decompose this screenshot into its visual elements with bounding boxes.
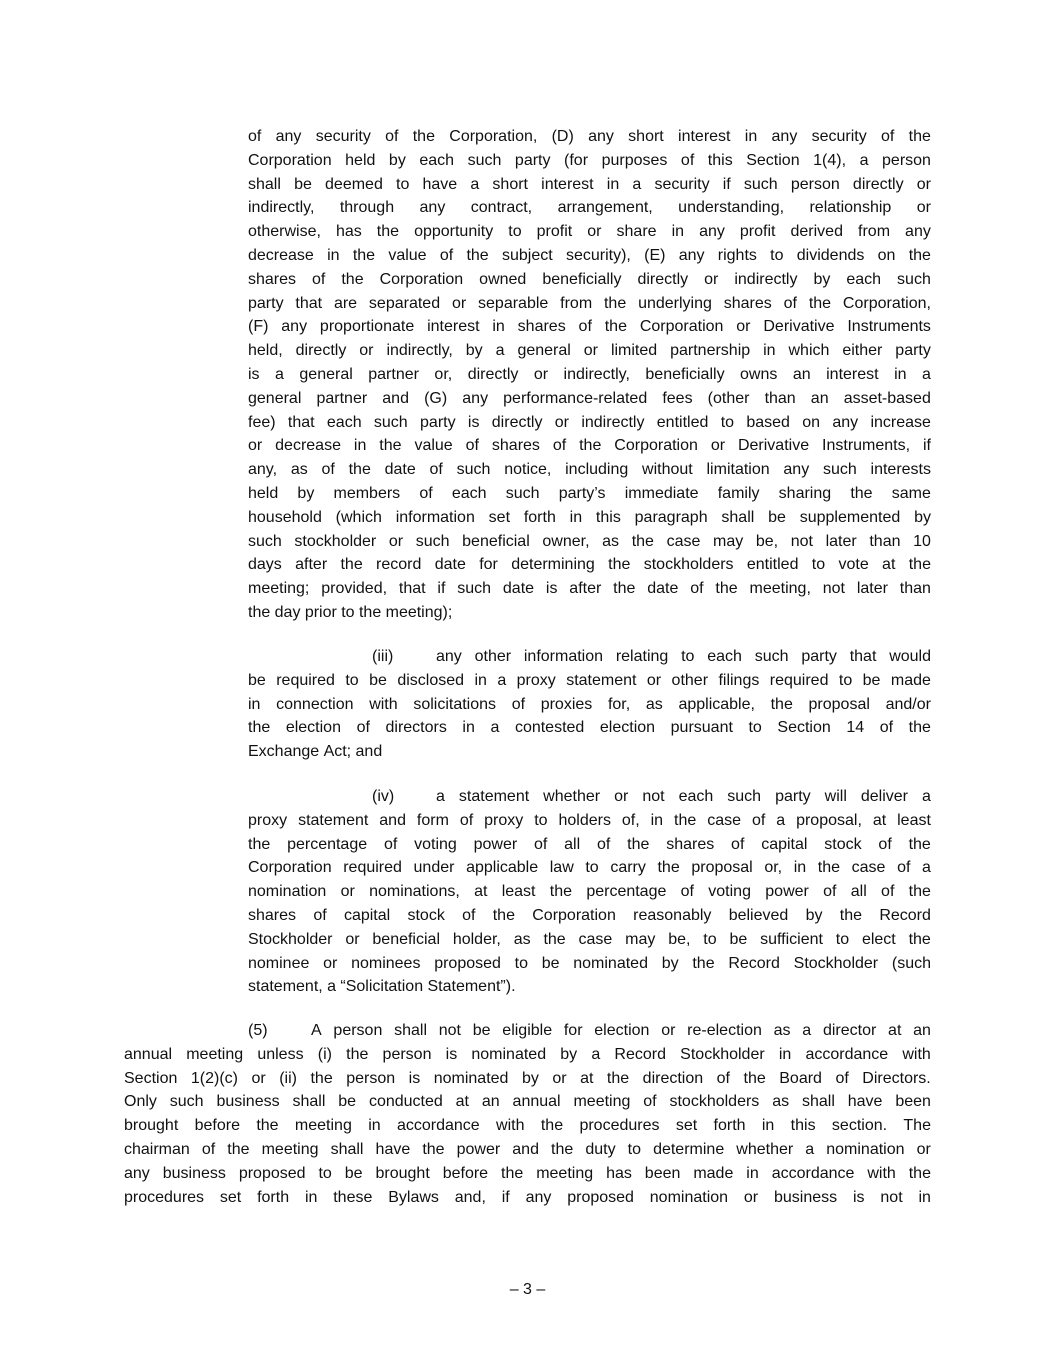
paragraph-label: (5) xyxy=(248,1022,268,1039)
paragraph-label: (iii) xyxy=(372,648,394,665)
page-number: – 3 – xyxy=(509,1281,546,1298)
text-line: the day prior to the meeting); xyxy=(248,603,453,621)
text-line: held by members of each such party’s immediate family sharing the same xyxy=(248,484,931,502)
text-line: Stockholder or beneficial holder, as the case may be, to be sufficient to elect the xyxy=(248,930,931,948)
text-line: brought before the meeting in accordance with the procedures set forth in this section. The xyxy=(124,1117,931,1135)
text-line: general partner and (G) any performance-related fees (other than an asset-based xyxy=(248,389,931,407)
text-line: statement, a “Solicitation Statement”). xyxy=(248,978,516,996)
text-line: indirectly, through any contract, arrangement, understanding, relationship or xyxy=(248,199,931,217)
text-line: meeting; provided, that if such date is after the date of the meeting, not later than xyxy=(248,580,931,598)
text-line: (F) any proportionate interest in shares of the Corporation or Derivative Instruments xyxy=(248,318,931,336)
text-line: otherwise, has the opportunity to profit or share in any profit derived from any xyxy=(248,223,931,241)
text-line: annual meeting unless (i) the person is nominated by a Record Stockholder in accordance with xyxy=(124,1045,931,1063)
text-line: Corporation held by each such party (for purposes of this Section 1(4), a person xyxy=(248,151,931,169)
text-line: Section 1(2)(c) or (ii) the person is nominated by or at the direction of the Board of Directors. xyxy=(124,1069,931,1087)
text-line: in connection with solicitations of proxies for, as applicable, the proposal and/or xyxy=(248,695,931,713)
paragraph-iii-other-information xyxy=(248,645,931,764)
text-line: shares of capital stock of the Corporation reasonably believed by the Record xyxy=(248,906,931,924)
text-line: Only such business shall be conducted at an annual meeting of stockholders as shall have been xyxy=(124,1093,931,1111)
text-line: is a general partner or, directly or indirectly, beneficially owns an interest in a xyxy=(248,365,931,383)
text-line: a statement whether or not each such party will deliver a xyxy=(436,788,931,805)
text-line: chairman of the meeting shall have the power and the duty to determine whether a nomination or xyxy=(124,1140,931,1158)
text-line: shares of the Corporation owned beneficially directly or indirectly by each such xyxy=(248,270,931,288)
text-line: proxy statement and form of proxy to holders of, in the case of a proposal, at least xyxy=(248,811,931,829)
text-line: any, as of the date of such notice, including without limitation any such interests xyxy=(248,461,931,479)
text-line: decrease in the value of the subject security), (E) any rights to dividends on the xyxy=(248,246,931,264)
text-line: party that are separated or separable from the underlying shares of the Corporation, xyxy=(248,294,931,312)
text-line: household (which information set forth in this paragraph shall be supplemented by xyxy=(248,508,931,526)
text-line: procedures set forth in these Bylaws and, if any proposed nomination or business is not in xyxy=(124,1188,931,1206)
text-line: of any security of the Corporation, (D) any short interest in any security of the xyxy=(248,128,931,145)
paragraph-ownership-interests xyxy=(248,125,931,625)
text-line: any business proposed to be brought before the meeting has been made in accordance with the xyxy=(124,1164,931,1182)
text-line: be required to be disclosed in a proxy statement or other filings required to be made xyxy=(248,671,931,689)
text-line: A person shall not be eligible for election or re-election as a director at an xyxy=(311,1022,931,1039)
text-line: held, directly or indirectly, by a general or limited partnership in which either party xyxy=(248,342,931,360)
text-line: Exchange Act; and xyxy=(248,743,383,761)
text-line: Corporation required under applicable law to carry the proposal or, in the case of a xyxy=(248,859,931,877)
paragraph-iv-solicitation-statement xyxy=(248,785,931,999)
text-line: fee) that each such party is directly or indirectly entitled to based on any increase xyxy=(248,413,931,431)
text-line: the election of directors in a contested election pursuant to Section 14 of the xyxy=(248,719,931,737)
text-line: or decrease in the value of shares of the Corporation or Derivative Instruments, if xyxy=(248,437,931,455)
text-line: such stockholder or such beneficial owner, as the case may be, not later than 10 xyxy=(248,532,931,550)
text-line: shall be deemed to have a short interest in a security if such person directly or xyxy=(248,175,931,193)
text-line: nominee or nominees proposed to be nominated by the Record Stockholder (such xyxy=(248,954,931,972)
text-line: nomination or nominations, at least the percentage of voting power of all of the xyxy=(248,883,931,901)
paragraph-label: (iv) xyxy=(372,788,395,805)
text-line: any other information relating to each such party that would xyxy=(436,648,931,665)
paragraph-5-eligibility xyxy=(124,1019,931,1209)
text-line: the percentage of voting power of all of the shares of capital stock of the xyxy=(248,835,931,853)
text-line: days after the record date for determining the stockholders entitled to vote at the xyxy=(248,556,931,574)
